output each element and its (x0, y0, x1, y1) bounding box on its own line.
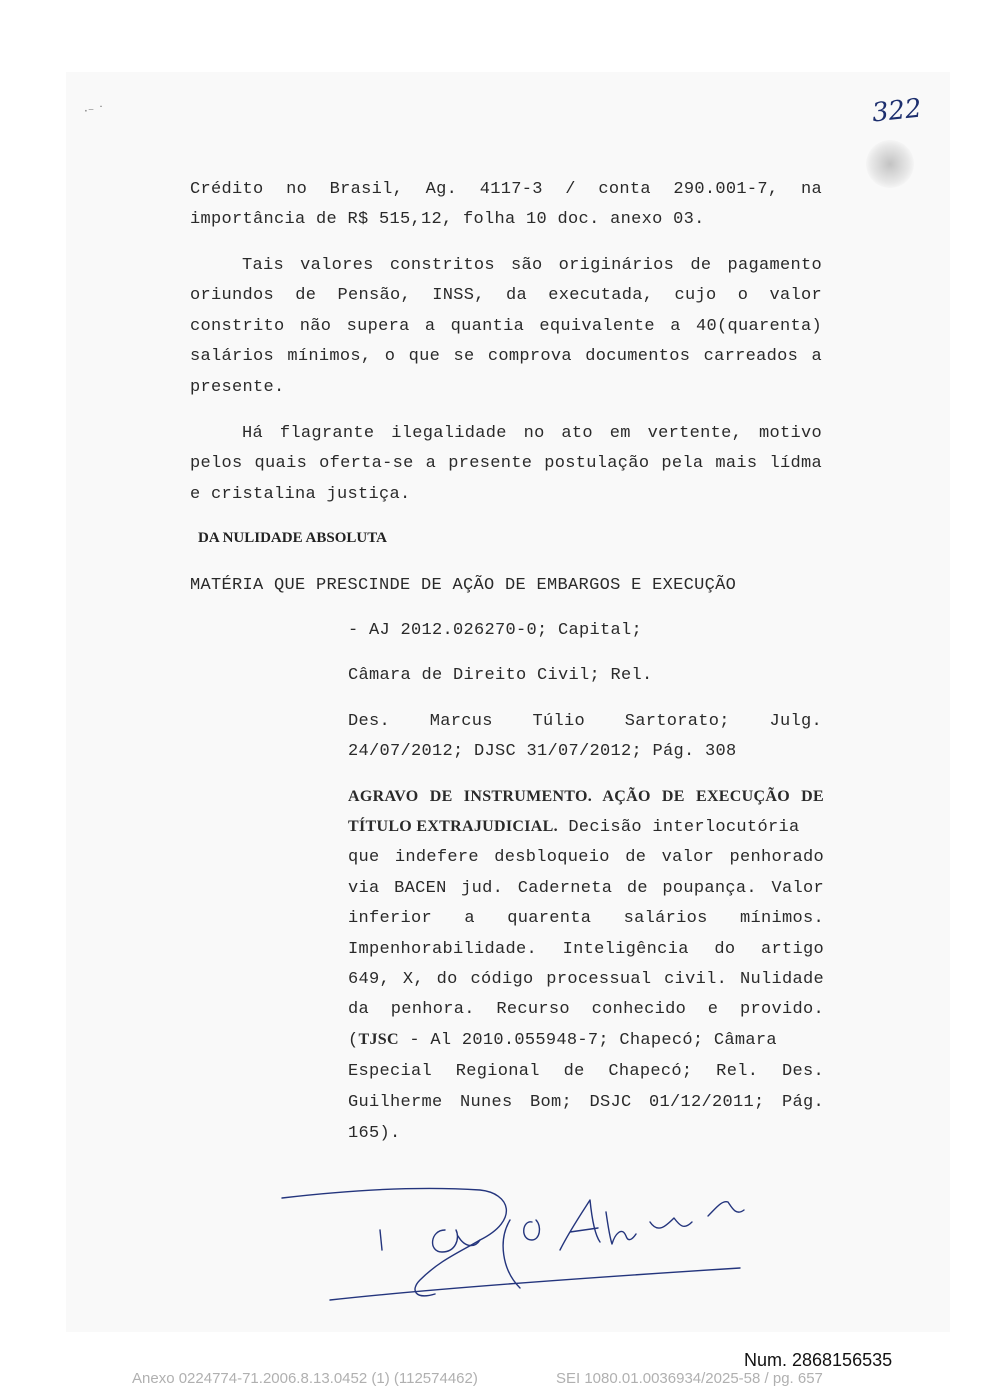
ementa-line-3: que indefere desbloqueio de valor penhorado (348, 848, 824, 867)
paragraph-2-line-2: oriundos de Pensão, INSS, da executada, cujo o valor (190, 286, 822, 305)
handwritten-page-number: 322 (870, 93, 924, 129)
section-heading: DA NULIDADE ABSOLUTA (198, 530, 387, 546)
paragraph-3-line-2: pelos quais oferta-se a presente postulação pela mais lídma (190, 454, 822, 473)
citation-line-1: - AJ 2012.026270-0; Capital; (348, 621, 643, 640)
ementa-line-7: 649, X, do código processual civil. Nulidade (348, 970, 824, 989)
citation-line-4: 24/07/2012; DJSC 31/07/2012; Pág. 308 (348, 742, 737, 761)
citation-line-3: Des. Marcus Túlio Sartorato; Julg. (348, 712, 822, 731)
footer-annex-reference: Anexo 0224774-71.2006.8.13.0452 (1) (112574462) (132, 1370, 478, 1387)
ementa-line-6: Impenhorabilidade. Inteligência do artigo (348, 940, 824, 959)
paragraph-3-line-3: e cristalina justiça. (190, 485, 411, 504)
ementa-line-9-text: - Al 2010.055948-7; Chapecó; Câmara (398, 1031, 777, 1050)
ink-smudge (866, 140, 914, 188)
ementa-line-12: 165). (348, 1124, 401, 1143)
paragraph-2-line-1: Tais valores constritos são originários de pagamento (242, 256, 822, 275)
ementa-line-2-text: Decisão interlocutória (557, 818, 800, 837)
section-subheading: MATÉRIA QUE PRESCINDE DE AÇÃO DE EMBARGOS E EXECUÇÃO (190, 576, 737, 595)
footer-sei-reference: SEI 1080.01.0036934/2025-58 / pg. 657 (556, 1370, 823, 1387)
ementa-paren: ( (348, 1031, 359, 1050)
handwritten-signature (270, 1160, 790, 1310)
paragraph-1-line-2: importância de R$ 515,12, folha 10 doc. anexo 03. (190, 210, 705, 229)
ementa-bold-title: TÍTULO EXTRAJUDICIAL. (348, 818, 558, 835)
paragraph-3-line-1: Há flagrante ilegalidade no ato em vertente, motivo (242, 424, 822, 443)
ementa-court: TJSC (358, 1031, 399, 1048)
paragraph-2-line-3: constrito não supera a quantia equivalente a 40(quarenta) (190, 317, 822, 336)
scan-speck: ·⁻ ˙ (84, 104, 104, 118)
ementa-line-4: via BACEN jud. Caderneta de poupança. Valor (348, 879, 824, 898)
paragraph-2-line-4: salários mínimos, o que se comprova documentos carreados a (190, 347, 822, 366)
ementa-bold-line-1: AGRAVO DE INSTRUMENTO. AÇÃO DE EXECUÇÃO DE (348, 788, 824, 805)
paragraph-1-line-1: Crédito no Brasil, Ag. 4117-3 / conta 290.001-7, na (190, 180, 822, 199)
ementa-line-5: inferior a quarenta salários mínimos. (348, 909, 824, 928)
citation-line-2: Câmara de Direito Civil; Rel. (348, 666, 653, 685)
ementa-line-10: Especial Regional de Chapecó; Rel. Des. (348, 1062, 824, 1081)
paragraph-2-line-5: presente. (190, 378, 285, 397)
ementa-line-9 (348, 1031, 777, 1050)
ementa-line-8: da penhora. Recurso conhecido e provido. (348, 1000, 824, 1019)
ementa-line-11: Guilherme Nunes Bom; DSJC 01/12/2011; Pág. (348, 1093, 824, 1112)
document-number: Num. 2868156535 (744, 1350, 893, 1370)
ementa-line-2 (348, 818, 799, 837)
